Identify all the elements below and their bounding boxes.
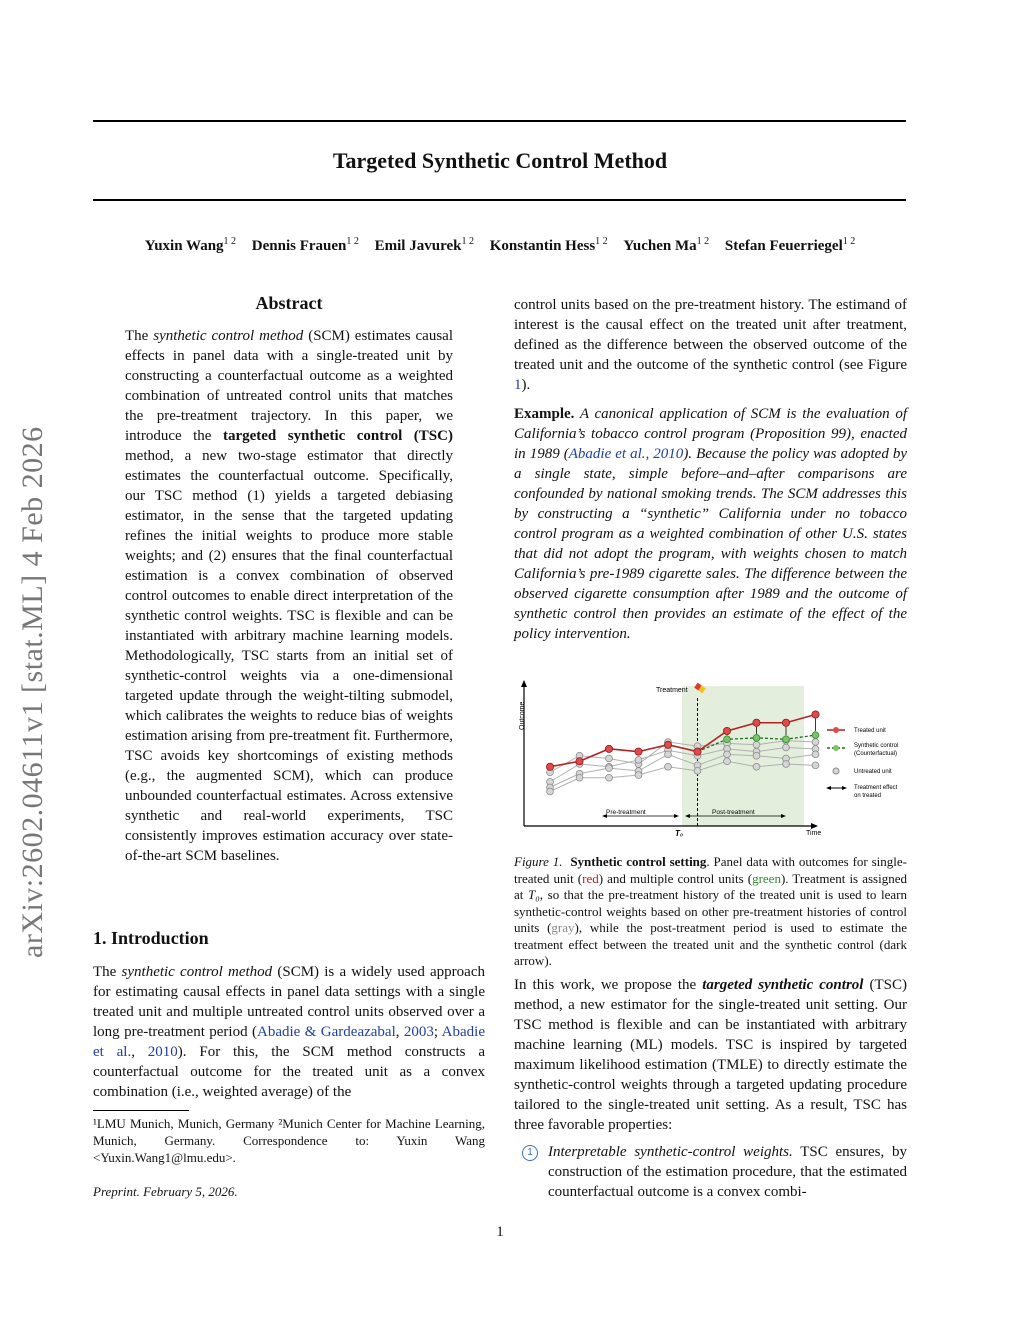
citation-year-link[interactable]: 2010 [147, 1044, 178, 1060]
legend-synthetic-sub: (Counterfactual) [854, 751, 898, 757]
synthetic-point [812, 732, 819, 739]
treated-point [605, 745, 612, 752]
title-bottom-rule [93, 199, 906, 201]
treated-point [753, 719, 760, 726]
treatment-label: Treatment [656, 687, 688, 694]
untreated-point [665, 751, 672, 758]
treated-point [664, 741, 671, 748]
treated-point [782, 719, 789, 726]
post-treatment-label: Post-treatment [712, 809, 755, 816]
untreated-point [606, 774, 613, 781]
number-badge: 1 [522, 1145, 538, 1161]
paper-title: Targeted Synthetic Control Method [332, 148, 668, 173]
section-heading-introduction: 1. Introduction [93, 928, 209, 948]
citation-link[interactable]: Abadie et al., 2010 [568, 446, 684, 462]
legend-marker-treated [833, 727, 839, 733]
synthetic-point [753, 734, 760, 741]
untreated-point [665, 763, 672, 770]
untreated-point [724, 751, 731, 758]
synthetic-point [783, 736, 790, 743]
treated-point [576, 758, 583, 765]
arxiv-identifier: arXiv:2602.04611v1 [stat.ML] 4 Feb 2026 [16, 426, 49, 958]
legend-untreated: Untreated unit [854, 769, 892, 775]
abstract-body: The synthetic control method (SCM) estimates causal effects in panel data with a single-treated unit by constructing a counterfactual outcome as a weighted combination of untreated control units that matches the pre-treatment trajectory. In this paper, we introduce the targeted synthetic control (TSC) method, a new two-stage estimator that directly estimates the counterfactual outcome. Specifically, our TSC method (1) yields a targeted debiasing estimator, in the sense that the targeted updating refines the initial weights to produce more stable weights; and (2) ensures that the final counterfactual estimation is a convex combination of observed control outcomes to enable direct interpretation of the synthetic control weights. TSC is flexible and can be instantiated with arbitrary machine learning models. Methodologically, TSC starts from an initial set of synthetic-control weights via a one-dimensional targeted update through the weight-tilting submodel, which calibrates the weights to reduce bias of weights estimation arising from pre-treatment fit. Furthermore, TSC avoids key shortcomings of existing methods (e.g., the augmented SCM), which can produce unbounded counterfactual estimates. Across extensive synthetic and real-world experiments, TSC consistently improves estimation accuracy over state-of-the-art SCM baselines. [125, 328, 453, 864]
synthetic-point [724, 736, 731, 743]
y-axis-label: Outcome [519, 701, 526, 730]
treated-point [812, 711, 819, 718]
figure-synthetic-control [514, 678, 910, 844]
untreated-point [783, 761, 790, 768]
untreated-point [753, 763, 760, 770]
untreated-point [694, 767, 701, 774]
treated-point [723, 727, 730, 734]
author: Emil Javurek$^{1 2}$ [374, 236, 474, 254]
legend-treated: Treated unit [854, 728, 886, 734]
abstract-heading: Abstract [255, 293, 323, 313]
untreated-point [547, 788, 554, 795]
author: Yuxin Wang$^{1 2}$ [144, 236, 237, 254]
untreated-point [606, 755, 613, 762]
untreated-point [812, 762, 819, 769]
author: Stefan Feuerriegel$^{1 2}$ [724, 236, 856, 254]
untreated-point [635, 756, 642, 763]
author: Yuchen $Ma^{1 2}$ [623, 236, 710, 254]
citation-year-link[interactable]: 2003 [403, 1024, 434, 1040]
legend-synthetic: Synthetic control [854, 743, 899, 749]
paragraph: control units based on the pre-treatment history. The estimand of interest is the causal effect on the treated unit after treatment, defined as the difference between the observed outcome of the treated unit and the outcome of the synthetic control (see Figure 1). [514, 297, 907, 393]
pre-treatment-label: Pre-treatment [606, 809, 646, 816]
citation-link[interactable]: Abadie & Gardeazabal [257, 1024, 396, 1040]
untreated-point [606, 765, 613, 772]
title-top-rule [93, 120, 906, 122]
introduction-body: The synthetic control method (SCM) is a widely used approach for estimating causal effects in panel data settings with a single treated unit and multiple untreated control units observed over a long pre-treatment period (Abadie & Gardeazabal, 2003; Abadie et al., 2010). For this, the SCM method constructs a counterfactual outcome for the treated unit as a convex combination (i.e., weighted average) of the [93, 964, 485, 1100]
figure-ref-link[interactable]: 1 [514, 377, 522, 393]
pre-arrow-head [674, 814, 679, 818]
x-axis-arrow [811, 823, 818, 829]
right-column-text [514, 295, 907, 644]
legend-marker-synthetic [833, 745, 839, 751]
footnote-rule [93, 1110, 189, 1111]
untreated-point [635, 772, 642, 779]
example-paragraph: Example. A canonical application of SCM is the evaluation of California’s tobacco control program (Proposition 99), enacted in 1989 (Abadie et al., 2010). Because the policy was adopted by a single state, simple before–and–after comparisons are confounded by national smoking trends. The SCM addresses this by constructing a “synthetic” California under no tobacco control program as a weighted combination of other U.S. states that did not adopt the program, with weights chosen to match California’s pre-1989 cigarette sales. The difference between the observed cigarette consumption after 1989 and the outcome of synthetic control then provides an estimate of the effect of the policy intervention. [514, 406, 908, 642]
footnote-affiliations: ¹LMU Munich, Munich, Germany ²Munich Center for Machine Learning, Munich, Germany. Correspondence to: Yuxin Wang <Yuxin.Wang1@lmu.edu>. [93, 1116, 485, 1165]
legend-effect: Treatment effect [854, 785, 898, 791]
untreated-point [783, 744, 790, 751]
legend-effect-sub: on treated [854, 793, 882, 799]
author-list [0, 236, 1000, 255]
citation-link[interactable]: Abadie et al. [93, 1024, 485, 1060]
y-axis-arrow [521, 680, 527, 687]
untreated-point [812, 739, 819, 746]
author: Konstantin Hess$^{1 2}$ [489, 236, 608, 254]
right-column-body: In this work, we propose the targeted synthetic control (TSC) method, a new estimator for the single-treated unit setting. Our TSC method is flexible and can be instantiated with arbitrary machine learning (ML) models. TSC is inspired by targeted maximum likelihood estimation (TMLE) to directly estimate the synthetic-control weights through a targeted updating procedure tailored to the single-treated unit setting. As a result, TSC has three favorable properties: [514, 977, 907, 1133]
property-item-1: 1 Interpretable synthetic-control weights. TSC ensures, by construction of the estimation procedure, that the estimated counterfactual outcome is a convex combi- [514, 1142, 907, 1202]
untreated-point [753, 752, 760, 759]
t0-label: T₀ [675, 829, 684, 838]
legend [826, 727, 898, 799]
legend-marker-untreated [833, 768, 839, 774]
treated-point [694, 748, 701, 755]
untreated-point [812, 751, 819, 758]
preprint-date: Preprint. February 5, 2026. [93, 1184, 238, 1199]
treated-point [635, 748, 642, 755]
figure-caption: Figure 1. Synthetic control setting. Panel data with outcomes for single-treated unit (red) and multiple control units (green). Treatment is assigned at T₀, so that the pre-treatment history of the treated unit is used to learn synthetic-control weights based on other pre-treatment histories of control units (gray), while the post-treatment period is used to estimate the treatment effect between the treated unit and the synthetic control (dark arrow). [514, 854, 908, 968]
page-number: 1 [496, 1224, 504, 1240]
untreated-point [724, 758, 731, 765]
x-axis-label: Time [806, 830, 822, 837]
author: Dennis Frauen$^{1 2}$ [251, 236, 359, 254]
treated-point [546, 763, 553, 770]
untreated-point [753, 741, 760, 748]
untreated-point [576, 774, 583, 781]
